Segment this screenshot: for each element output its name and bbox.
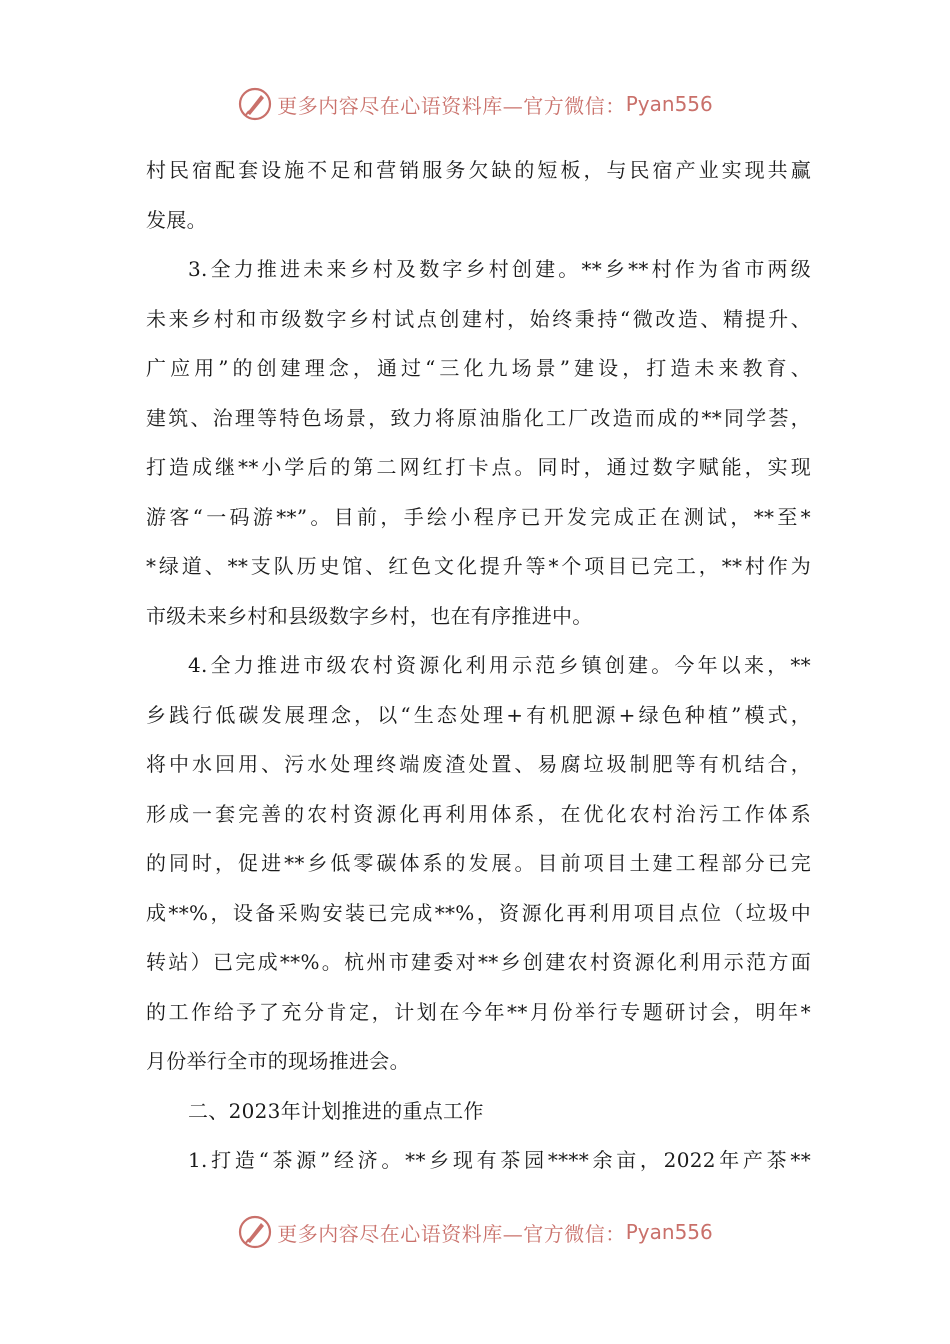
body-line: 月份举行全市的现场推进会。 [146, 1049, 410, 1073]
body-line: 将中水回用、污水处理终端废渣处置、易腐垃圾制肥等有机结合， [146, 752, 811, 776]
body-line: *绿道、**支队历史馆、红色文化提升等*个项目已完工，**村作为 [146, 554, 811, 578]
body-line: 4.全力推进市级农村资源化利用示范乡镇创建。今年以来，** [188, 653, 811, 677]
watermark-wechat-id: Pyan556 [625, 92, 713, 116]
body-line: 广应用”的创建理念，通过“三化九场景”建设，打造未来教育、 [146, 356, 811, 380]
body-line: 市级未来乡村和县级数字乡村，也在有序推进中。 [146, 603, 593, 628]
body-line: 乡践行低碳发展理念，以“生态处理+有机肥源+绿色种植”模式， [146, 702, 811, 727]
body-line: 打造成继**小学后的第二网红打卡点。同时，通过数字赋能，实现 [146, 455, 811, 479]
body-line: 成**%，设备采购安装已完成**%，资源化再利用项目点位（垃圾中 [146, 900, 811, 925]
body-line: 的同时，促进**乡低零碳体系的发展。目前项目土建工程部分已完 [146, 851, 811, 875]
watermark-footer [0, 1212, 950, 1252]
body-line: 形成一套完善的农村资源化再利用体系，在优化农村治污工作体系 [146, 801, 811, 826]
body-line: 转站）已完成**%。杭州市建委对**乡创建农村资源化利用示范方面 [146, 950, 811, 974]
body-line: 3.全力推进未来乡村及数字乡村创建。**乡**村作为省市两级 [188, 257, 811, 281]
watermark-text: 更多内容尽在心语资料库—官方微信： [277, 1221, 626, 1246]
quill-pen-circle-icon [237, 86, 273, 122]
watermark-header [0, 84, 950, 124]
document-body [146, 146, 811, 1186]
body-line: 建筑、治理等特色场景，致力将原油脂化工厂改造而成的**同学荟， [146, 405, 811, 430]
section-heading: 二、2023年计划推进的重点工作 [188, 1098, 484, 1123]
quill-pen-circle-icon [237, 1214, 273, 1250]
watermark-text: 更多内容尽在心语资料库—官方微信： [277, 93, 626, 118]
body-line: 1.打造“茶源”经济。**乡现有茶园****余亩，2022年产茶** [188, 1148, 811, 1172]
watermark-wechat-id: Pyan556 [625, 1220, 713, 1244]
body-line: 的工作给予了充分肯定，计划在今年**月份举行专题研讨会，明年* [146, 999, 811, 1024]
body-line: 发展。 [146, 207, 207, 232]
body-line: 村民宿配套设施不足和营销服务欠缺的短板，与民宿产业实现共赢 [146, 158, 811, 182]
body-line: 游客“一码游**”。目前，手绘小程序已开发完成正在测试，**至* [146, 504, 811, 529]
body-line: 未来乡村和市级数字乡村试点创建村，始终秉持“微改造、精提升、 [146, 306, 811, 331]
